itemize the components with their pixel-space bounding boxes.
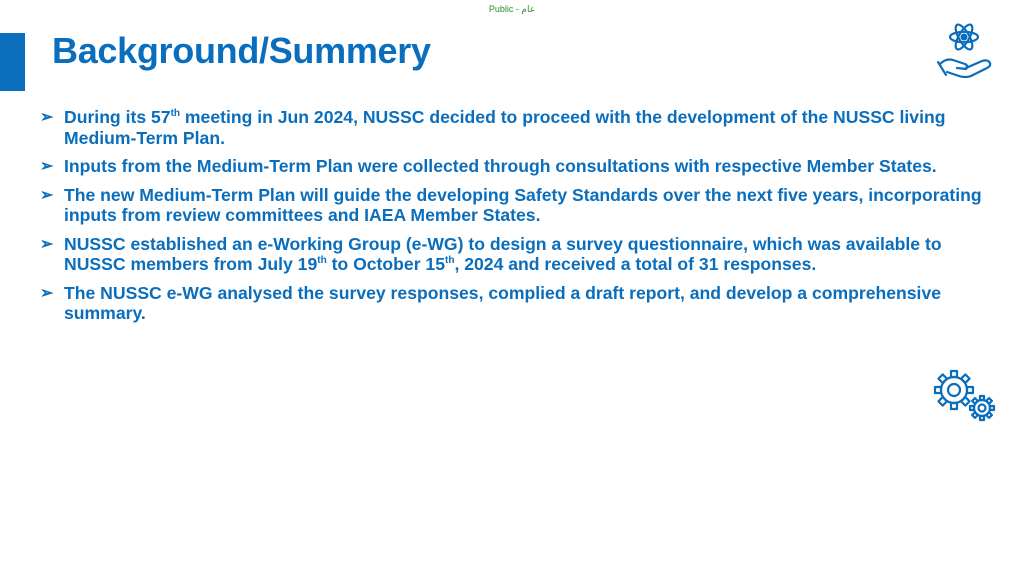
superscript: th xyxy=(317,255,327,267)
bullet-item xyxy=(40,107,990,148)
bullet-item xyxy=(40,156,990,177)
bullet-list xyxy=(40,107,990,332)
bullet-text: to October 15 xyxy=(326,254,445,274)
bullet-text: NUSSC established an e-Working Group (e-WG) to design a survey questionnaire, which was available to NUSSC members from July 19 xyxy=(64,233,942,274)
arrow-bullet-icon: ➢ xyxy=(40,158,54,175)
classification-label: Public - عام xyxy=(488,4,536,14)
bullet-text: The new Medium-Term Plan will guide the developing Safety Standards over the next five years, incorporating inputs from review committees and IAEA Member States. xyxy=(64,184,982,225)
page-title: Background/Summery xyxy=(52,30,431,71)
bullet-text: Inputs from the Medium-Term Plan were collected through consultations with respective Member States. xyxy=(64,156,937,176)
arrow-bullet-icon: ➢ xyxy=(40,284,54,302)
arrow-bullet-icon: ➢ xyxy=(40,186,54,204)
bullet-item xyxy=(40,185,990,226)
bullet-text: The NUSSC e-WG analysed the survey responses, complied a draft report, and develop a comprehensive summary. xyxy=(64,282,942,323)
bullet-text: meeting in Jun 2024, NUSSC decided to proceed with the development of the NUSSC living Medium-Term Plan. xyxy=(64,107,946,148)
bullet-text: , 2024 and received a total of 31 responses. xyxy=(454,254,817,274)
arrow-bullet-icon: ➢ xyxy=(40,235,54,253)
atom-hand-icon xyxy=(935,20,993,78)
gears-icon xyxy=(932,368,998,426)
bullet-item xyxy=(40,234,990,275)
bullet-item xyxy=(40,283,990,324)
bullet-text: During its 57 xyxy=(64,107,171,127)
title-accent-bar xyxy=(0,33,25,91)
superscript: th xyxy=(445,255,455,267)
superscript: th xyxy=(170,108,181,120)
arrow-bullet-icon: ➢ xyxy=(40,109,54,126)
